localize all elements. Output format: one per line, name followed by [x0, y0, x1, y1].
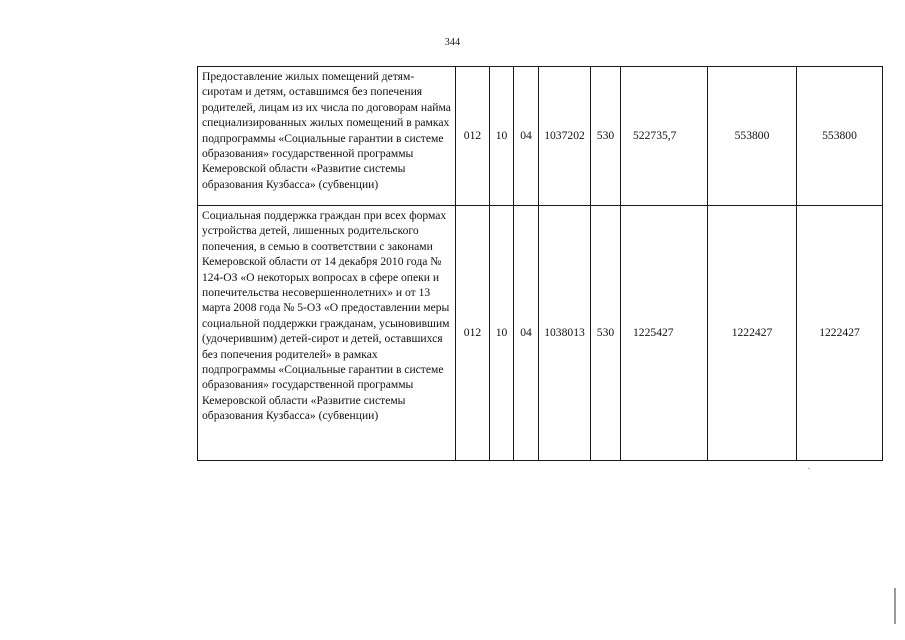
description-line: без попечения родителей» в рамках: [202, 347, 378, 361]
description-line: образования» государственной программы: [202, 147, 414, 161]
expense-type-cell: 530: [591, 67, 621, 206]
subsection-code-cell: 04: [514, 206, 539, 461]
description-line: специализированных жилых помещений в рамках: [202, 116, 450, 130]
description-cell: [198, 206, 456, 461]
ministry-code-cell: 012: [456, 206, 490, 461]
description-line: 124-ОЗ «О некоторых вопросах в сфере опеки и: [202, 270, 440, 284]
budget-table: [197, 66, 883, 461]
amount-year-1-cell: 522735,7: [621, 67, 708, 206]
amount-year-2-cell: 1222427: [708, 206, 797, 461]
description-line: Кемеровской области «Развитие системы: [202, 162, 406, 176]
description-line: образования» государственной программы: [202, 378, 414, 392]
amount-year-2-cell: 553800: [708, 67, 797, 206]
amount-year-3-cell: 553800: [797, 67, 883, 206]
description-line: Предоставление жилых помещений детям-: [202, 70, 415, 83]
description-line: Кемеровской области от 14 декабря 2010 года №: [202, 255, 442, 269]
description-line: подпрограммы «Социальные гарантии в системе: [202, 363, 444, 377]
ministry-code-cell: 012: [456, 67, 490, 206]
section-code-cell: 10: [490, 206, 514, 461]
amount-year-1-cell: 1225427: [621, 206, 708, 461]
page-number: 344: [444, 37, 461, 48]
target-article-cell: 1038013: [539, 206, 591, 461]
scan-edge-mark: [894, 588, 896, 624]
description-line: Кемеровской области «Развитие системы: [202, 393, 406, 407]
description-line: образования Кузбасса» (субвенции): [202, 409, 379, 423]
amount-year-3-cell: 1222427: [797, 206, 883, 461]
description-line: социальной поддержки гражданам, усыновившим: [202, 316, 450, 330]
table-row: [198, 206, 883, 461]
description-line: попечительства несовершеннолетних» и от 13: [202, 286, 431, 300]
scan-speck: [808, 468, 810, 469]
subsection-code-cell: 04: [514, 67, 539, 206]
description-line: (удочерившим) детей-сирот и детей, оставшихся: [202, 332, 443, 346]
section-code-cell: 10: [490, 67, 514, 206]
description-line: марта 2008 года № 5-ОЗ «О предоставлении меры: [202, 301, 450, 315]
description-line: попечения, в семью в соответствии с законами: [202, 239, 433, 253]
description-line: устройства детей, лишенных родительского: [202, 224, 419, 238]
table-row: [198, 67, 883, 206]
description-line: сиротам и детям, оставшимся без попечения: [202, 85, 423, 99]
expense-type-cell: 530: [591, 206, 621, 461]
description-line: Социальная поддержка граждан при всех формах: [202, 209, 447, 222]
target-article-cell: 1037202: [539, 67, 591, 206]
description-cell: [198, 67, 456, 206]
description-line: родителей, лицам из их числа по договорам найма: [202, 100, 451, 114]
description-line: образования Кузбасса» (субвенции): [202, 177, 379, 191]
description-line: подпрограммы «Социальные гарантии в системе: [202, 131, 444, 145]
